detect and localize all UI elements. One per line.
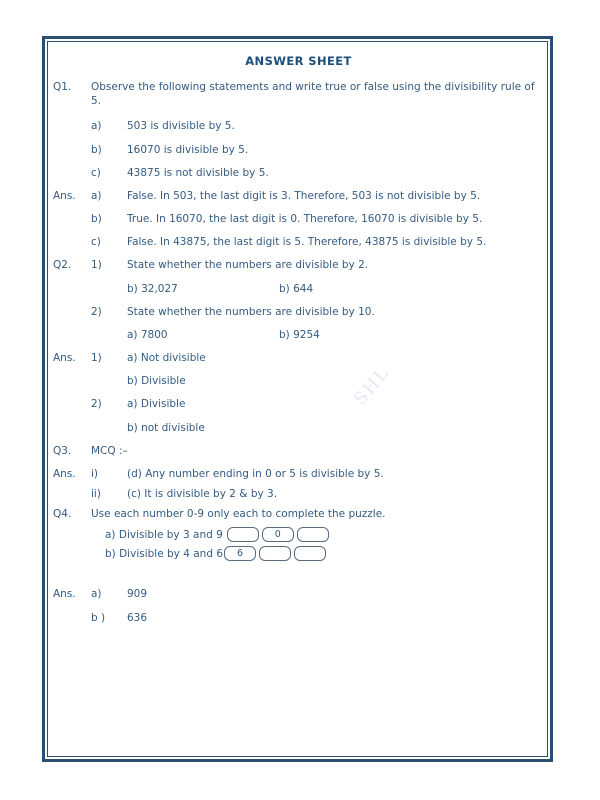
- q1-answer-a-text: False. In 503, the last digit is 3. Therefore, 503 is not divisible by 5.: [127, 189, 481, 202]
- q1-item-b-marker: b): [91, 143, 102, 156]
- q2-answer-part1-b-row: [127, 374, 544, 388]
- q1-answer-b-text: True. In 16070, the last digit is 0. Therefore, 16070 is divisible by 5.: [127, 213, 483, 226]
- q3-answer-i-marker: i): [91, 467, 99, 480]
- q2-answer-part1-b: b) Divisible: [127, 375, 186, 388]
- q1-text: Observe the following statements and write true or false using the divisibility rule of 5.: [91, 81, 535, 108]
- q4-answer-label: Ans.: [53, 588, 76, 601]
- q4-answer-b-marker: b ): [91, 611, 106, 624]
- q1-item-b-text: 16070 is divisible by 5.: [127, 143, 249, 156]
- q1-item-b: [91, 143, 544, 157]
- q2-part2-marker: 2): [91, 305, 102, 318]
- q2-part1-text: State whether the numbers are divisible by 2.: [127, 259, 369, 272]
- watermark: SHL: [350, 362, 394, 410]
- question-q2-part2: [91, 305, 544, 319]
- q2-answer-part2: [91, 397, 544, 411]
- document-content: [45, 39, 556, 765]
- q2-answer-part1-marker: 1): [91, 352, 102, 365]
- q4-puzzle-a-box-1[interactable]: [227, 527, 259, 542]
- q4-puzzle-row-a-label: a) Divisible by 3 and 9: [105, 528, 223, 541]
- q2-part2-option-2: b) 9254: [279, 328, 320, 341]
- page-title: ANSWER SHEET: [245, 54, 352, 68]
- q4-answer-a: [53, 587, 544, 601]
- q1-answer-b-marker: b): [91, 213, 102, 226]
- q2-answer-part2-a: a) Divisible: [127, 398, 186, 411]
- q4-puzzle-b-box-1[interactable]: 6: [224, 546, 256, 561]
- q3-answer-i: [53, 467, 544, 481]
- q1-answer-c: [91, 235, 544, 249]
- q1-item-a-marker: a): [91, 120, 102, 133]
- q2-part1-marker: 1): [91, 259, 102, 272]
- q3-text: MCQ :–: [91, 444, 128, 457]
- q2-answer-part2-b: b) not divisible: [127, 421, 205, 434]
- q2-part1-option-2: b) 644: [279, 282, 314, 295]
- q4-puzzle-row-a-boxes: [227, 527, 329, 542]
- q1-item-c-text: 43875 is not divisible by 5.: [127, 166, 269, 179]
- q2-answer-label: Ans.: [53, 352, 76, 365]
- q4-answer-a-marker: a): [91, 588, 102, 601]
- q2-part2-option-1: a) 7800: [127, 328, 168, 341]
- q3-answer-label: Ans.: [53, 467, 76, 480]
- q3-label: Q3.: [53, 444, 72, 457]
- q1-answer-a-marker: a): [91, 189, 102, 202]
- q2-part2-text: State whether the numbers are divisible by 10.: [127, 305, 375, 318]
- question-q3: [53, 444, 544, 458]
- q2-answer-part2-b-row: [127, 421, 544, 435]
- question-q1: [53, 80, 544, 108]
- q1-label: Q1.: [53, 81, 72, 93]
- q3-answer-ii-marker: ii): [91, 488, 101, 501]
- q4-puzzle-a-box-3[interactable]: [297, 527, 329, 542]
- q4-puzzle-row-b-boxes: [224, 546, 326, 561]
- q1-answer-c-text: False. In 43875, the last digit is 5. Therefore, 43875 is divisible by 5.: [127, 236, 487, 249]
- q4-puzzle-row-a: [105, 527, 544, 542]
- page-frame: [42, 36, 553, 762]
- q3-answer-ii-text: (c) It is divisible by 2 & by 3.: [127, 488, 278, 501]
- q4-answer-a-text: 909: [127, 588, 148, 601]
- q2-answer-part1-a: a) Not divisible: [127, 352, 206, 365]
- q1-item-c: [91, 166, 544, 180]
- q4-text: Use each number 0-9 only each to complete the puzzle.: [91, 508, 386, 521]
- q4-puzzle-row-b: [105, 546, 544, 561]
- q2-label: Q2.: [53, 259, 72, 272]
- q4-answer-b-text: 636: [127, 611, 148, 624]
- q2-part2-options: [127, 328, 544, 342]
- question-q4: [53, 507, 544, 521]
- question-q2-part1: [53, 258, 544, 272]
- q1-item-a-text: 503 is divisible by 5.: [127, 120, 235, 133]
- q4-puzzle-a-box-2[interactable]: 0: [262, 527, 294, 542]
- q1-answer-label: Ans.: [53, 189, 76, 202]
- q3-answer-ii: [91, 487, 544, 501]
- q3-answer-i-text: (d) Any number ending in 0 or 5 is divisible by 5.: [127, 467, 384, 480]
- q4-puzzle-b-box-2[interactable]: [259, 546, 291, 561]
- q2-part1-option-1: b) 32,027: [127, 282, 178, 295]
- q4-puzzle-b-box-3[interactable]: [294, 546, 326, 561]
- q4-label: Q4.: [53, 508, 72, 521]
- q2-answer-part2-marker: 2): [91, 398, 102, 411]
- q1-item-a: [91, 119, 544, 133]
- q2-part1-options: [127, 282, 544, 296]
- q1-answer-a: [53, 189, 544, 203]
- q1-answer-b: [91, 212, 544, 226]
- q2-answer-part1: [53, 351, 544, 365]
- q1-item-c-marker: c): [91, 166, 101, 179]
- q4-puzzle-row-b-label: b) Divisible by 4 and 6: [105, 547, 224, 560]
- q4-answer-b: [91, 611, 544, 625]
- q1-answer-c-marker: c): [91, 236, 101, 249]
